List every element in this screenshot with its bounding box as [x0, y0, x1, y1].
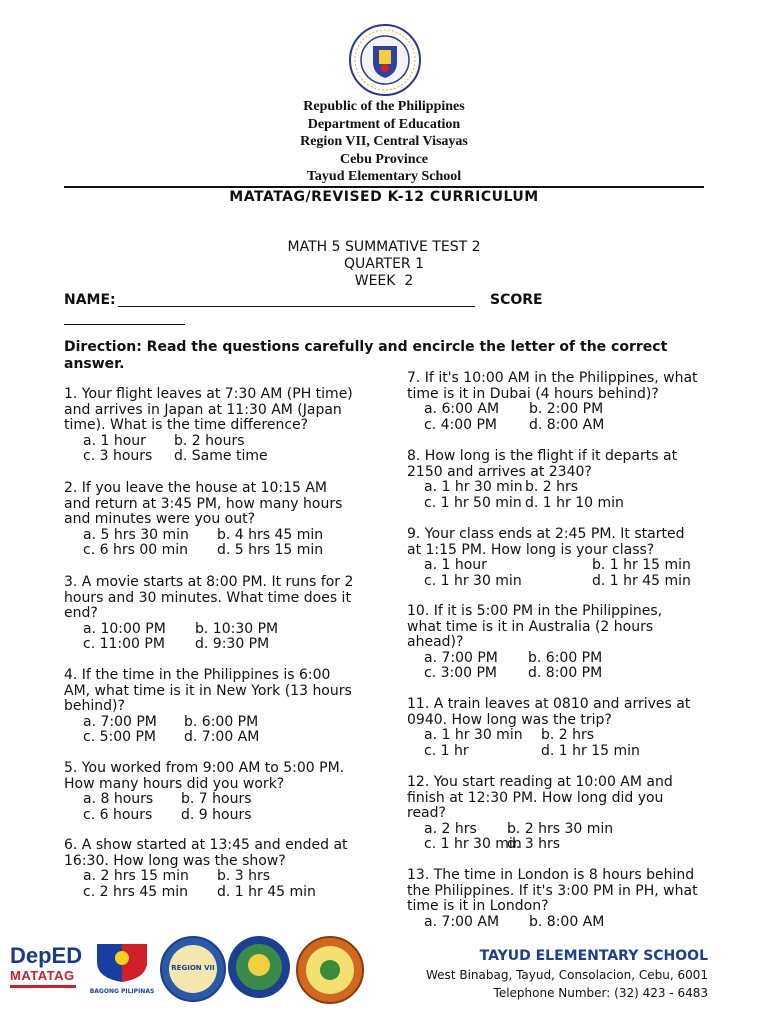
answer-option[interactable]: b. 3 hrs: [217, 868, 271, 885]
question-text-line: 0940. How long was the trip?: [407, 711, 612, 728]
question-text-line: 3. A movie starts at 8:00 PM. It runs for 2: [64, 574, 354, 590]
question-text-line: 4. If the time in the Philippines is 6:00: [64, 667, 331, 683]
answer-option[interactable]: c. 1 hr 30 min: [424, 572, 522, 589]
question-text-line: 16:30. How long was the show?: [64, 852, 286, 869]
deped-seal: [349, 24, 421, 96]
answer-option[interactable]: b. 2 hrs 30 min: [507, 820, 614, 837]
answer-option[interactable]: c. 2 hrs 45 min: [83, 883, 188, 900]
tayud-school-seal: [296, 936, 364, 1004]
answer-option[interactable]: d. 1 hr 45 min: [592, 572, 691, 589]
question-text-line: 12. You start reading at 10:00 AM and: [407, 774, 673, 790]
question-text-line: and minutes were you out?: [64, 511, 256, 528]
answer-option[interactable]: c. 6 hrs 00 min: [83, 542, 188, 559]
score-label: SCORE: [490, 292, 543, 308]
question-text-line: and arrives in Japan at 11:30 AM (Japan: [64, 401, 342, 418]
question-text-line: end?: [64, 605, 98, 622]
answer-option[interactable]: a. 1 hr 30 min: [424, 727, 523, 744]
region-vii-label: REGION VII: [171, 964, 215, 972]
header-line-region: Region VII, Central Visayas: [300, 134, 468, 149]
question-text-line: 1. Your flight leaves at 7:30 AM (PH time): [64, 386, 353, 402]
question-text-line: time is it in Dubai (4 hours behind)?: [407, 385, 659, 402]
answer-option[interactable]: b. 2:00 PM: [529, 401, 604, 418]
question-text-line: How many hours did you work?: [64, 775, 285, 792]
answer-option[interactable]: a. 2 hrs: [424, 820, 477, 837]
test-quarter: QUARTER 1: [343, 256, 425, 272]
answer-option[interactable]: b. 4 hrs 45 min: [217, 526, 324, 543]
answer-option[interactable]: b. 7 hours: [181, 791, 252, 808]
question-text-line: 7. If it's 10:00 AM in the Philippines, what: [407, 370, 698, 386]
curriculum-title: MATATAG/REVISED K-12 CURRICULUM: [229, 189, 539, 205]
question-text-line: finish at 12:30 PM. How long did you: [407, 789, 664, 806]
question-text-line: and return at 3:45 PM, how many hours: [64, 495, 343, 512]
question-text-line: 13. The time in London is 8 hours behind: [407, 867, 695, 883]
answer-option[interactable]: a. 5 hrs 30 min: [83, 526, 189, 543]
answer-option[interactable]: d. 9:30 PM: [195, 636, 270, 653]
answer-option[interactable]: c. 3 hours: [83, 448, 153, 465]
answer-option[interactable]: c. 6 hours: [83, 806, 153, 823]
answer-option[interactable]: d. 8:00 PM: [528, 665, 603, 682]
question-text-line: read?: [407, 805, 446, 822]
answer-option[interactable]: c. 4:00 PM: [424, 416, 498, 433]
footer-address: West Binabag, Tayud, Consolacion, Cebu, 6001: [426, 968, 708, 982]
region-vii-seal: [160, 936, 226, 1002]
answer-option[interactable]: a. 6:00 AM: [424, 401, 500, 418]
deped-wordmark: DepED: [10, 943, 83, 968]
test-title-block: [0, 239, 768, 290]
question-text-line: AM, what time is it in New York (13 hours: [64, 682, 352, 699]
answer-option[interactable]: a. 1 hour: [424, 557, 487, 574]
answer-option[interactable]: b. 8:00 AM: [529, 913, 605, 930]
bagong-pilipinas-text: BAGONG PILIPINAS: [89, 988, 155, 995]
name-label: NAME:: [64, 292, 116, 308]
answer-option[interactable]: a. 8 hours: [83, 791, 154, 808]
answer-option[interactable]: d. 1 hr 10 min: [525, 494, 624, 511]
direction: [64, 339, 667, 373]
direction-line-2: answer.: [64, 356, 125, 372]
question-text-line: behind)?: [64, 698, 125, 715]
name-line[interactable]: [118, 306, 475, 307]
deped-logo: [10, 943, 83, 1000]
answer-option[interactable]: c. 1 hr 50 min: [424, 494, 522, 511]
answer-option[interactable]: d. 9 hours: [181, 806, 252, 823]
answer-option[interactable]: b. 10:30 PM: [195, 620, 279, 637]
answer-option[interactable]: b. 2 hrs: [525, 479, 579, 496]
division-cebu-seal: [228, 936, 290, 998]
question-text-line: what time is it in Australia (2 hours: [407, 618, 654, 635]
answer-option[interactable]: b. 2 hrs: [541, 727, 595, 744]
bagong-pilipinas-logo: [88, 940, 156, 998]
header-line-school: Tayud Elementary School: [306, 169, 462, 184]
answer-option[interactable]: b. 1 hr 15 min: [592, 557, 691, 574]
answer-option[interactable]: a. 1 hr 30 min: [424, 479, 523, 496]
answer-option[interactable]: d. 5 hrs 15 min: [217, 542, 324, 559]
answer-option[interactable]: a. 1 hour: [83, 432, 146, 449]
footer-school-info: [426, 946, 708, 1002]
footer-school-name: TAYUD ELEMENTARY SCHOOL: [479, 948, 708, 964]
answer-option[interactable]: b. 2 hours: [174, 432, 245, 449]
question-text-line: hours and 30 minutes. What time does it: [64, 589, 351, 606]
matatag-wordmark: MATATAG: [10, 968, 75, 983]
header-line-province: Cebu Province: [339, 151, 428, 167]
question-text-line: the Philippines. If it's 3:00 PM in PH, what: [407, 882, 698, 899]
answer-option[interactable]: d. 1 hr 15 min: [541, 742, 640, 759]
matatag-underline: [10, 985, 76, 988]
answer-option[interactable]: a. 10:00 PM: [83, 620, 166, 637]
question-text-line: 6. A show started at 13:45 and ended at: [64, 837, 348, 853]
question-text-line: 2. If you leave the house at 10:15 AM: [64, 480, 327, 496]
answer-option[interactable]: c. 1 hr: [424, 742, 469, 759]
answer-option[interactable]: c. 1 hr 30 min: [424, 836, 522, 853]
question-text-line: time is it in London?: [407, 898, 549, 915]
answer-option[interactable]: c. 11:00 PM: [83, 636, 165, 653]
answer-option[interactable]: d. 3 hrs: [507, 836, 561, 853]
question-text-line: ahead)?: [407, 634, 464, 651]
header-line-republic: Republic of the Philippines: [303, 99, 465, 114]
header-block: [0, 98, 768, 186]
header-divider: [64, 186, 704, 188]
score-line[interactable]: [64, 324, 185, 325]
answer-option[interactable]: d. 7:00 AM: [184, 729, 260, 746]
answer-option[interactable]: a. 7:00 PM: [83, 713, 157, 730]
answer-option[interactable]: b. 6:00 PM: [184, 713, 259, 730]
direction-line-1: Direction: Read the questions carefully and encircle the letter of the correct: [64, 339, 668, 355]
header-line-department: Department of Education: [307, 116, 461, 132]
test-title: MATH 5 SUMMATIVE TEST 2: [287, 239, 481, 255]
answer-option[interactable]: d. 1 hr 45 min: [217, 883, 316, 900]
answer-option[interactable]: c. 3:00 PM: [424, 665, 498, 682]
flag-shield-icon: [91, 940, 153, 984]
question-text-line: 5. You worked from 9:00 AM to 5:00 PM.: [64, 760, 345, 776]
answer-option[interactable]: b. 6:00 PM: [528, 649, 603, 666]
question-text-line: 11. A train leaves at 0810 and arrives at: [407, 696, 691, 712]
answer-option[interactable]: a. 7:00 PM: [424, 649, 498, 666]
question-text-line: 9. Your class ends at 2:45 PM. It started: [407, 526, 685, 542]
question-text-line: 8. How long is the flight if it departs at: [407, 448, 678, 464]
answer-option[interactable]: d. 8:00 AM: [529, 416, 605, 433]
question-text-line: at 1:15 PM. How long is your class?: [407, 541, 655, 558]
answer-option[interactable]: c. 5:00 PM: [83, 729, 157, 746]
test-week: WEEK 2: [354, 273, 414, 289]
footer-phone: Telephone Number: (32) 423 - 6483: [493, 986, 708, 1000]
answer-option[interactable]: a. 2 hrs 15 min: [83, 868, 189, 885]
question-text-line: time). What is the time difference?: [64, 417, 309, 434]
answer-option[interactable]: d. Same time: [174, 448, 268, 465]
question-text-line: 10. If it is 5:00 PM in the Philippines,: [407, 603, 663, 619]
question-text-line: 2150 and arrives at 2340?: [407, 463, 592, 480]
answer-option[interactable]: a. 7:00 AM: [424, 913, 500, 930]
